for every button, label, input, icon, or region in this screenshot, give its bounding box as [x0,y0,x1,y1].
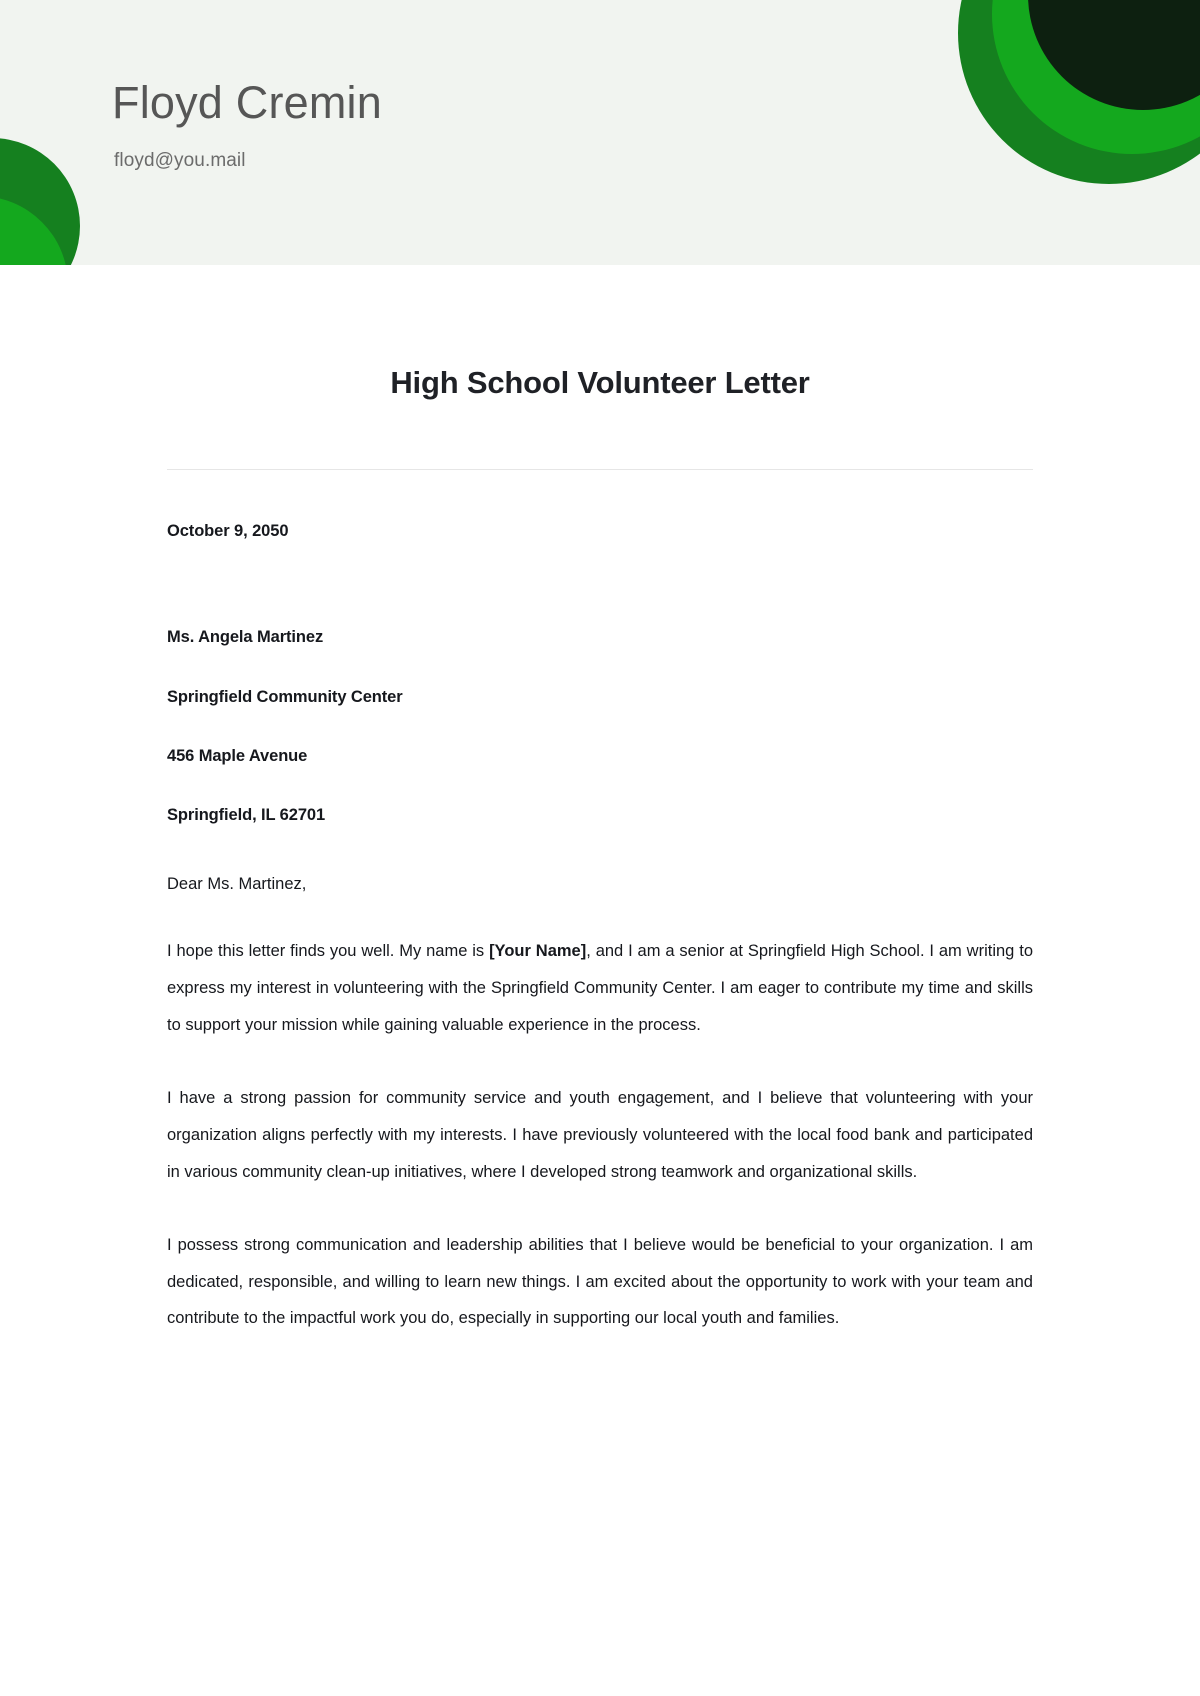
date-address-spacer [167,572,1033,626]
body-paragraph-3: I possess strong communication and leadership abilities that I believe would be beneficial to your organization. I am dedicated, responsible, and willing to learn new things. I am excited about the opportunity to work with your team and contribute to the impactful work you do, especially in supporting our local youth and families. [167,1236,1033,1328]
letter-content [167,470,1033,1337]
body-paragraph-2: I have a strong passion for community service and youth engagement, and I believe that volunteering with your organization aligns perfectly with my interests. I have previously volunteered with the local food bank and participated in various community clean-up initiatives, where I developed strong teamwork and organizational skills. [167,1089,1033,1181]
sender-name: Floyd Cremin [112,77,382,128]
body-paragraph-1 [167,933,1033,1043]
paragraph-1-text-before: I hope this letter finds you well. My name is [167,942,490,961]
paragraph-1-text-after: , and I am a senior at Springfield High School. I am writing to express my interest in volunteering with the Springfield Community Center. I am eager to contribute my time and skills to support your mission while gaining valuable experience in the process. [167,942,1033,1034]
recipient-city-state-zip: Springfield, IL 62701 [167,806,326,825]
salutation: Dear Ms. Martinez, [167,875,307,894]
recipient-street: 456 Maple Avenue [167,746,308,765]
recipient-address-block [167,626,1033,826]
sender-identity-block [112,78,382,172]
sender-email: floyd@you.mail [114,149,246,171]
recipient-organization: Springfield Community Center [167,687,403,706]
letter-date: October 9, 2050 [167,522,289,540]
your-name-placeholder: [Your Name] [489,942,587,961]
letter-sheet [0,265,1200,1337]
letterhead-header [0,0,1200,265]
page-title: High School Volunteer Letter [390,365,810,400]
recipient-name: Ms. Angela Martinez [167,628,324,647]
